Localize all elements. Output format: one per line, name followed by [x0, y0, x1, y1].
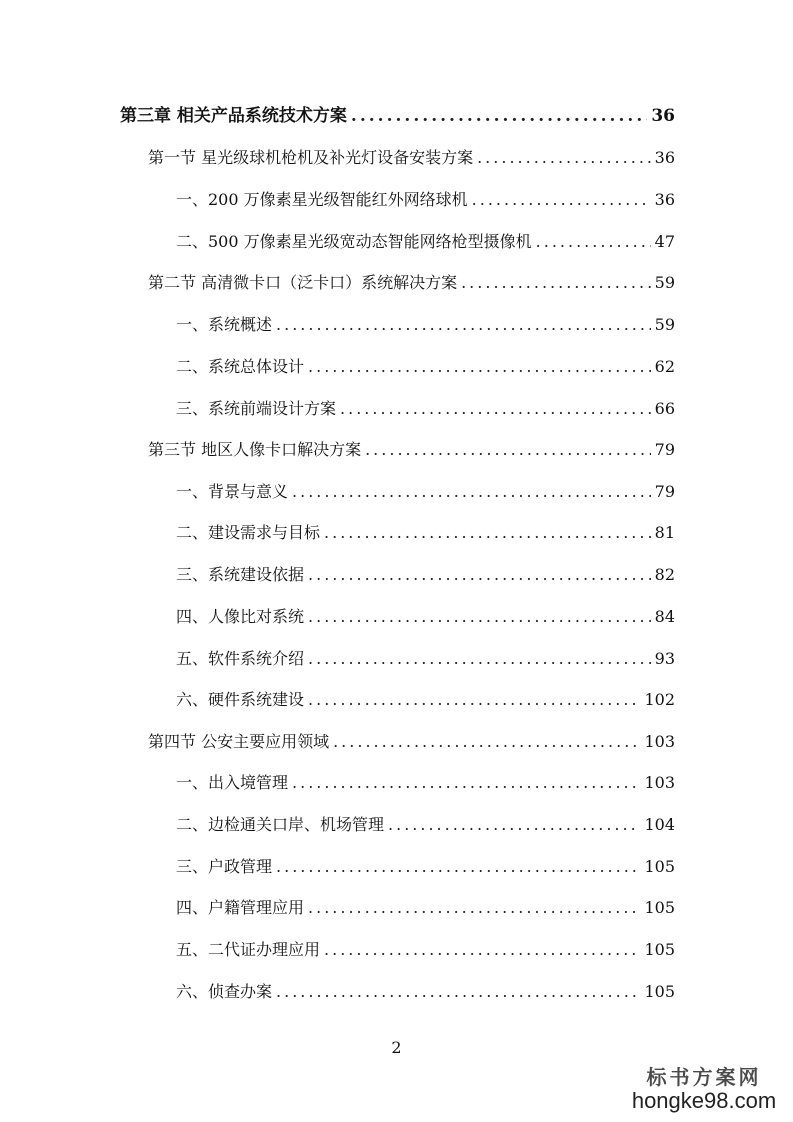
- toc-entry-title: 四、户籍管理应用: [176, 898, 305, 917]
- watermark-title: 标书方案网: [646, 1065, 762, 1089]
- toc-entry-page: 82: [654, 565, 675, 584]
- toc-entry-subsection[interactable]: [176, 230, 675, 254]
- toc-entry-subsection[interactable]: [176, 397, 675, 421]
- toc-entry-page: 59: [654, 315, 675, 334]
- toc-entry-page: 36: [654, 148, 675, 167]
- toc-entry-page: 59: [654, 273, 675, 292]
- dot-leader: [308, 355, 651, 379]
- toc-entry-title: 一、200 万像素星光级智能红外网络球机: [176, 190, 468, 209]
- toc-entry-page: 102: [644, 690, 675, 709]
- toc-entry-subsection[interactable]: [176, 855, 675, 879]
- toc-entry-subsection[interactable]: [176, 938, 675, 962]
- toc-entry-subsection[interactable]: [176, 480, 675, 504]
- toc-entry-subsection[interactable]: [176, 188, 675, 212]
- toc-entry-subsection[interactable]: [176, 563, 675, 587]
- dot-leader: [292, 480, 651, 504]
- dot-leader: [477, 146, 651, 170]
- toc-entry-subsection[interactable]: [176, 771, 675, 795]
- toc-entry-page: 103: [644, 773, 675, 792]
- dot-leader: [308, 605, 651, 629]
- toc-entry-page: 36: [651, 106, 675, 126]
- toc-entry-page: 79: [654, 440, 675, 459]
- toc-entry-page: 36: [654, 190, 675, 209]
- dot-leader: [308, 896, 640, 920]
- toc-entry-page: 105: [644, 982, 675, 1001]
- dot-leader: [461, 271, 651, 295]
- toc-entry-page: 103: [644, 732, 675, 751]
- toc-entry-title: 三、户政管理: [176, 857, 273, 876]
- toc-entry-title: 第二节 高清微卡口（泛卡口）系统解决方案: [148, 273, 458, 292]
- dot-leader: [388, 813, 640, 837]
- toc-entry-title: 一、出入境管理: [176, 773, 289, 792]
- toc-entry-title: 二、500 万像素星光级宽动态智能网络枪型摄像机: [176, 232, 532, 251]
- toc-entry-subsection[interactable]: [176, 813, 675, 837]
- toc-entry-page: 81: [654, 523, 675, 542]
- toc-entry-page: 105: [644, 898, 675, 917]
- toc-entry-subsection[interactable]: [176, 521, 675, 545]
- toc-entry-title: 第四节 公安主要应用领域: [148, 732, 330, 751]
- toc-entry-subsection[interactable]: [176, 355, 675, 379]
- toc-entry-subsection[interactable]: [176, 647, 675, 671]
- toc-entry-subsection[interactable]: [176, 896, 675, 920]
- dot-leader: [308, 563, 651, 587]
- dot-leader: [308, 647, 651, 671]
- toc-entry-page: 105: [644, 940, 675, 959]
- dot-leader: [536, 230, 651, 254]
- dot-leader: [365, 438, 651, 462]
- watermark-url: hongke98.com: [631, 1088, 777, 1113]
- toc-entry-title: 第三章 相关产品系统技术方案: [120, 106, 347, 126]
- dot-leader: [324, 938, 640, 962]
- toc-entry-page: 62: [654, 357, 675, 376]
- dot-leader: [276, 313, 651, 337]
- toc-entry-page: 84: [654, 607, 675, 626]
- toc-entry-chapter[interactable]: [120, 104, 675, 128]
- toc-entry-title: 三、系统前端设计方案: [176, 399, 337, 418]
- watermark: [629, 1061, 779, 1114]
- page-number: 2: [391, 1038, 402, 1057]
- toc-entry-subsection[interactable]: [176, 980, 675, 1004]
- dot-leader: [276, 980, 640, 1004]
- toc-entry-title: 五、二代证办理应用: [176, 940, 321, 959]
- toc-entry-page: 93: [654, 649, 675, 668]
- dot-leader: [324, 521, 651, 545]
- dot-leader: [292, 771, 640, 795]
- toc-entry-title: 第三节 地区人像卡口解决方案: [148, 440, 362, 459]
- toc-entry-title: 二、系统总体设计: [176, 357, 305, 376]
- toc-entry-section[interactable]: [148, 730, 675, 754]
- toc-entry-title: 二、建设需求与目标: [176, 523, 321, 542]
- toc-entry-section[interactable]: [148, 271, 675, 295]
- toc-entry-title: 六、侦查办案: [176, 982, 273, 1001]
- toc-entry-section[interactable]: [148, 146, 675, 170]
- dot-leader: [351, 104, 647, 128]
- dot-leader: [276, 855, 640, 879]
- toc-entry-section[interactable]: [148, 438, 675, 462]
- toc-entry-title: 一、背景与意义: [176, 482, 289, 501]
- toc-entry-page: 79: [654, 482, 675, 501]
- toc-entry-title: 四、人像比对系统: [176, 607, 305, 626]
- toc-entry-title: 六、硬件系统建设: [176, 690, 305, 709]
- toc-entry-title: 一、系统概述: [176, 315, 273, 334]
- toc-entry-page: 105: [644, 857, 675, 876]
- dot-leader: [333, 730, 640, 754]
- toc-entry-subsection[interactable]: [176, 313, 675, 337]
- dot-leader: [340, 397, 651, 421]
- toc-entry-subsection[interactable]: [176, 688, 675, 712]
- toc-entry-page: 47: [654, 232, 675, 251]
- toc-entry-title: 第一节 星光级球机枪机及补光灯设备安装方案: [148, 148, 474, 167]
- toc-entry-title: 三、系统建设依据: [176, 565, 305, 584]
- toc-entry-page: 104: [644, 815, 675, 834]
- toc-entry-title: 二、边检通关口岸、机场管理: [176, 815, 385, 834]
- dot-leader: [308, 688, 640, 712]
- toc-entry-page: 66: [654, 399, 675, 418]
- dot-leader: [472, 188, 651, 212]
- toc-entry-subsection[interactable]: [176, 605, 675, 629]
- toc-entry-title: 五、软件系统介绍: [176, 649, 305, 668]
